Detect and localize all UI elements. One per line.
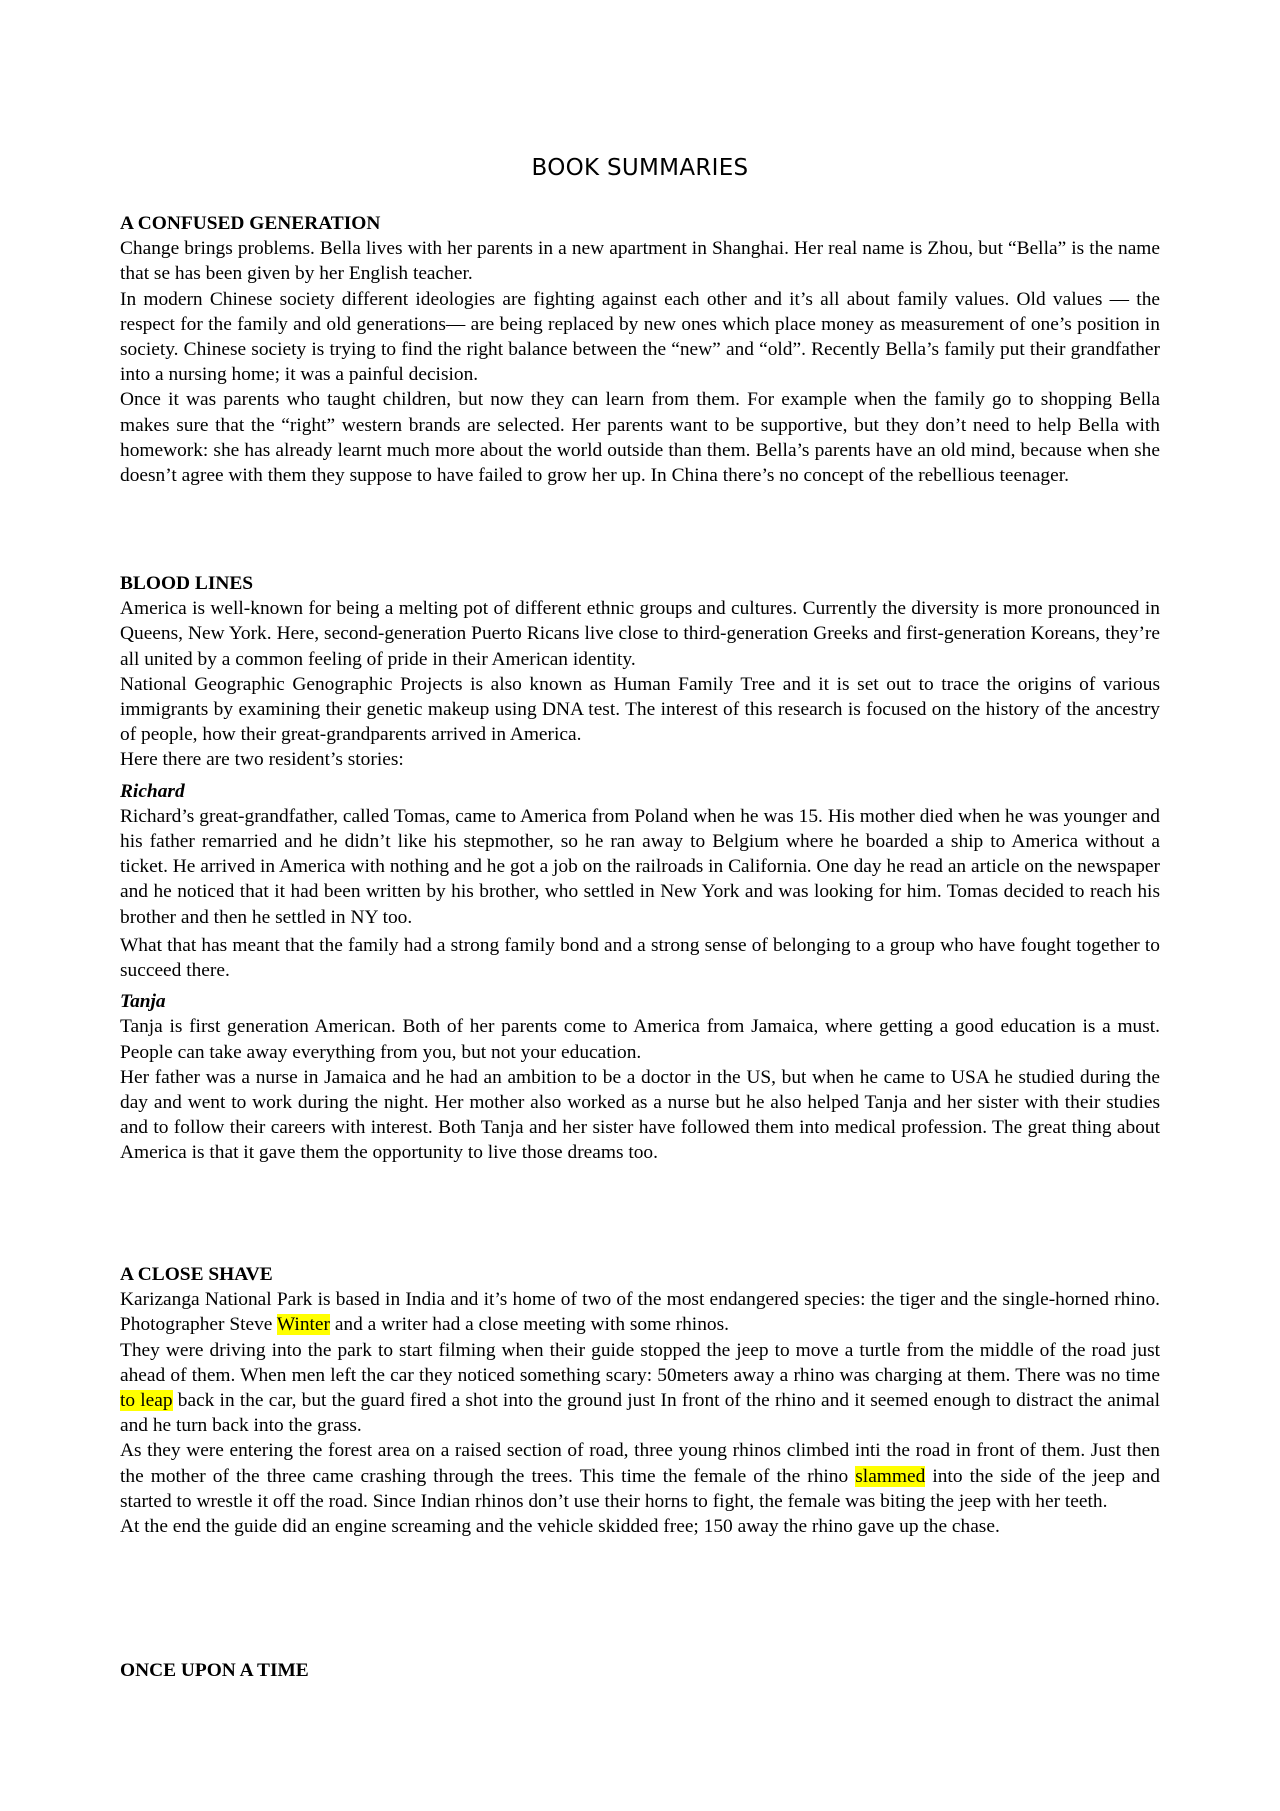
subheading-richard: Richard [120,780,185,802]
section-a-close-shave [120,1262,1160,1539]
paragraph: What that has meant that the family had a strong family bond and a strong sense of belonging to a group who have fought together to succeed there. [120,934,1160,982]
paragraph [120,1438,1160,1514]
paragraph: America is well-known for being a melting pot of different ethnic groups and cultures. Currently the diversity is more pronounced in Queens, New York. Here, second-generation Puerto Ricans live close to third-generation Greeks and first-generation Koreans, they’re all united by a common feeling of pride in their American identity. [120,598,1160,670]
text-run: back in the car, but the guard fired a shot into the ground just In front of the rhino and it seemed enough to distract the animal and he turn back into the grass. [120,1390,1160,1437]
text-run: As they were entering the forest area on a raised section of road, three young rhinos climbed inti the road in front of them. Just then the mother of the three came crashing through the trees. This time the female of the rhino [120,1440,1160,1487]
paragraph: Tanja is first generation American. Both of her parents come to America from Jamaica, where getting a good education is a must. People can take away everything from you, but not your education. [120,1016,1160,1063]
section-heading: ONCE UPON A TIME [120,1660,309,1681]
section-once-upon-a-time [120,1658,1160,1683]
section-a-confused-generation [120,211,1160,488]
section-heading: A CLOSE SHAVE [120,1264,273,1285]
highlighted-word: to leap [120,1390,173,1412]
text-run: They were driving into the park to start filming when their guide stopped the jeep to move a turtle from the middle of the road just ahead of them. When men left the car they noticed something scary: 50meters away a rhino was charging at them. There was no time [120,1339,1160,1386]
highlighted-word: slammed [855,1465,926,1487]
paragraph [120,1338,1160,1439]
subheading-tanja: Tanja [120,991,166,1013]
paragraph: National Geographic Genographic Projects is also known as Human Family Tree and it is set out to trace the origins of various immigrants by examining their genetic makeup using DNA test. The interest of this research is focused on the history of the ancestry of people, how their great-grandparents arrived in America. [120,673,1160,746]
section-heading: A CONFUSED GENERATION [120,213,381,234]
text-run: Karizanga National Park is based in India and it’s home of two of the most endangered species: the tiger and the single-horned rhino. Photographer Steve [120,1289,1160,1336]
section-heading: BLOOD LINES [120,573,254,594]
highlighted-word: Winter [276,1314,330,1336]
paragraph: Richard’s great-grandfather, called Tomas, came to America from Poland when he was 15. His mother died when he was younger and his father remarried and he didn’t like his stepmother, so he ran away to Belgium where he boarded a ship to America without a ticket. He arrived in America with nothing and he got a job on the railroads in California. One day he read an article on the newspaper and he noticed that it had been written by his brother, who settled in New York and was looking for him. Tomas decided to reach his brother and then he settled in NY too. [120,805,1160,928]
paragraph: Here there are two resident’s stories: [120,749,404,771]
paragraph [120,1287,1160,1337]
paragraph: Her father was a nurse in Jamaica and he had an ambition to be a doctor in the US, but when he came to USA he studied during the day and went to work during the night. Her mother also worked as a nurse but he also helped Tanja and her sister with their studies and to follow their careers with interest. Both Tanja and her sister have followed them into medical profession. The great thing about America is that it gave them the opportunity to live those dreams too. [120,1066,1160,1164]
paragraph: At the end the guide did an engine screaming and the vehicle skidded free; 150 away the rhino gave up the chase. [120,1516,1000,1538]
document-title: BOOK SUMMARIES [531,155,749,181]
section-blood-lines [120,571,1160,1166]
paragraph: In modern Chinese society different ideologies are fighting against each other and it’s all about family values. Old values — the respect for the family and old generations— are being replaced by new ones which place money as measurement of one’s position in society. Chinese society is trying to find the right balance between the “new” and “old”. Recently Bella’s family put their grandfather into a nursing home; it was a painful decision. [120,288,1160,386]
paragraph: Once it was parents who taught children, but now they can learn from them. For example when the family go to shopping Bella makes sure that the “right” western brands are selected. Her parents want to be supportive, but they don’t need to help Bella with homework: she has already learnt much more about the world outside than them. Bella’s parents have an old mind, because when she doesn’t agree with them they suppose to have failed to grow her up. In China there’s no concept of the rebellious teenager. [120,389,1160,487]
text-run: and a writer had a close meeting with some rhinos. [329,1314,729,1336]
text-run: into the side of the jeep and started to wrestle it off the road. Since Indian rhinos don’t use their horns to fight, the female was biting the jeep with her teeth. [120,1465,1160,1512]
paragraph: Change brings problems. Bella lives with her parents in a new apartment in Shanghai. Her real name is Zhou, but “Bella” is the name that se has been given by her English teacher. [120,238,1160,285]
